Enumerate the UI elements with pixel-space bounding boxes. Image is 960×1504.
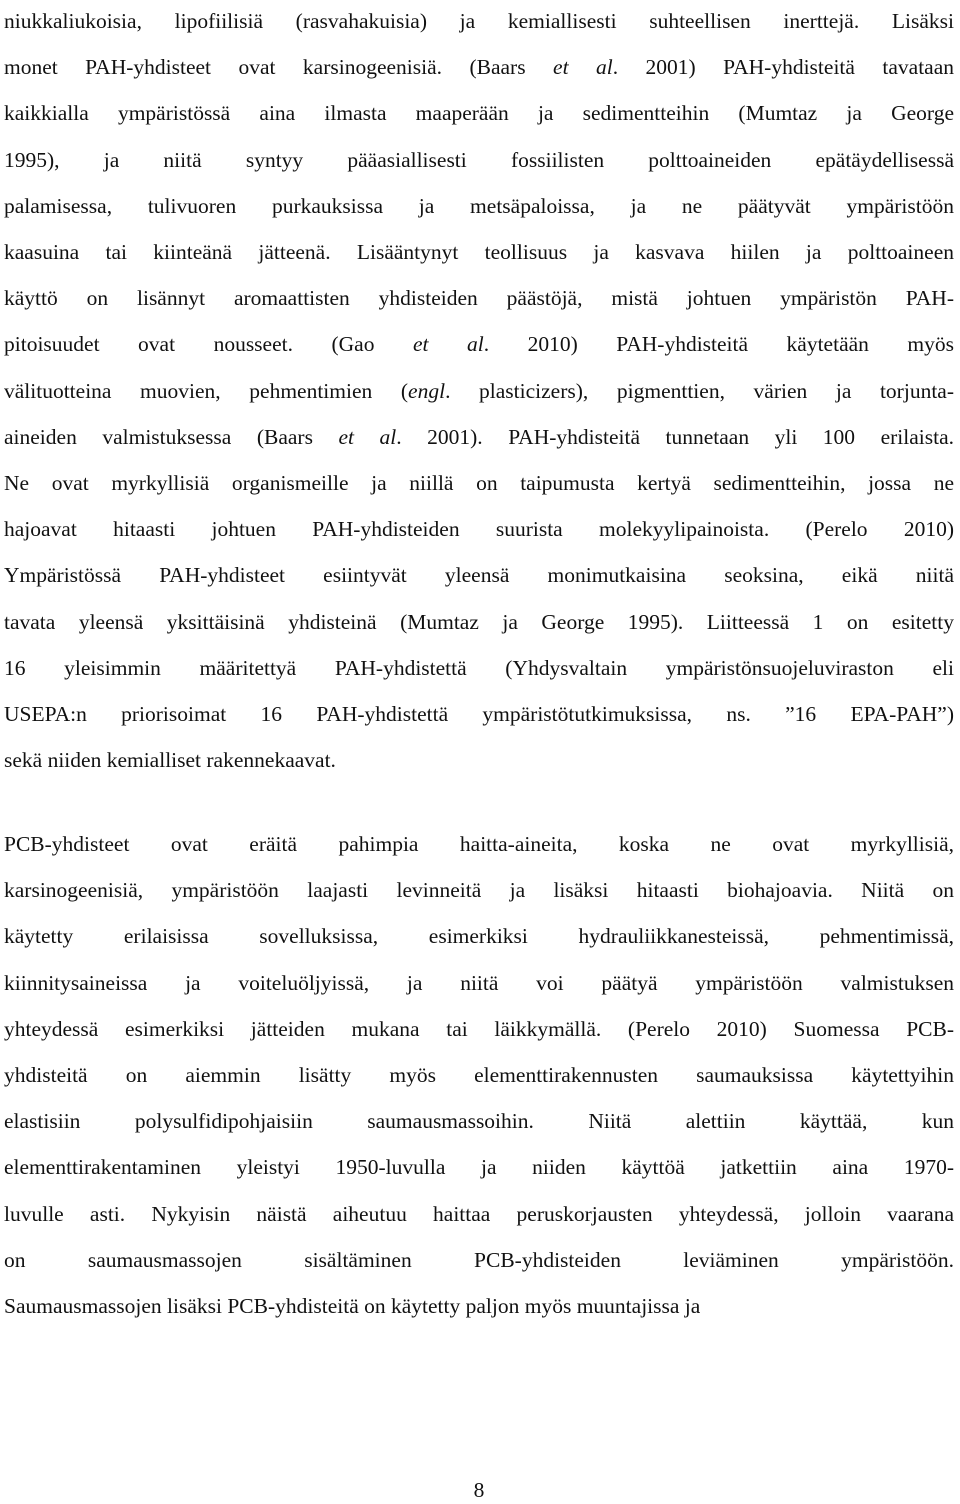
text-line (4, 52, 954, 82)
text-run: PCB-yhdisteet ovat eräitä pahimpia haitta-aineita, koska ne ovat myrkyllisiä, (4, 832, 954, 856)
text-line (4, 745, 954, 775)
text-line (4, 1014, 954, 1044)
text-run: elementtirakentaminen yleistyi 1950-luvulla ja niiden käyttöä jatkettiin aina 1970- (4, 1155, 954, 1180)
text-run: Ympäristössä PAH-yhdisteet esiintyvät yleensä monimutkaisina seoksina, eikä niitä (4, 563, 954, 588)
text-run: 16 yleisimmin määritettyä PAH-yhdistettä (Yhdysvaltain ympäristönsuojeluviraston eli (4, 655, 954, 680)
text-line (4, 560, 954, 590)
text-run: USEPA:n priorisoimat 16 PAH-yhdistettä ympäristötutkimuksissa, ns. ”16 EPA-PAH”) (4, 702, 954, 726)
text-line (4, 653, 954, 683)
text-run: välituotteina muovien, pehmentimien ( (4, 378, 409, 403)
text-line (4, 514, 954, 544)
text-run: Ne ovat myrkyllisiä organismeille ja niillä on taipumusta kertyä sedimentteihin, jossa ne (4, 471, 954, 495)
text-run: palamisessa, tulivuoren purkauksissa ja metsäpaloissa, ja ne päätyvät ympäristöön (4, 193, 954, 218)
document-page (4, 0, 954, 1502)
text-line (4, 422, 954, 452)
text-line (4, 329, 954, 359)
text-line (4, 191, 954, 221)
text-run: monet PAH-yhdisteet ovat karsinogeenisiä. (Baars (4, 55, 554, 80)
text-line (4, 699, 954, 729)
italic-text-run: et al (553, 55, 613, 80)
italic-text-run: et al (412, 332, 484, 357)
text-run: käytetty erilaisissa sovelluksissa, esimerkiksi hydrauliikkanesteissä, pehmentimissä, (4, 924, 954, 949)
text-line (4, 1245, 954, 1275)
text-line (4, 875, 954, 905)
text-run: on saumausmassojen sisältäminen PCB-yhdisteiden leviäminen ympäristöön. (4, 1247, 954, 1272)
text-run: karsinogeenisiä, ympäristöön laajasti levinneitä ja lisäksi hitaasti biohajoavia. Niitä on (4, 878, 954, 903)
italic-text-run: et al (338, 424, 397, 449)
text-line (4, 6, 954, 36)
text-run: . 2001). PAH-yhdisteitä tunnetaan yli 100 erilaista. (396, 424, 954, 449)
text-line (4, 283, 954, 313)
text-line (4, 1152, 954, 1182)
text-run: aineiden valmistuksessa (Baars (4, 424, 339, 449)
text-line (4, 1106, 954, 1136)
text-line (4, 1199, 954, 1229)
text-run: . 2010) PAH-yhdisteitä käytetään myös (483, 332, 954, 357)
text-run: yhteydessä esimerkiksi jätteiden mukana tai läikkymällä. (Perelo 2010) Suomessa PCB- (4, 1016, 954, 1041)
text-run: . plasticizers), pigmenttien, värien ja torjunta- (445, 378, 954, 403)
text-run: käyttö on lisännyt aromaattisten yhdisteiden päästöjä, mistä johtuen ympäristön PAH- (4, 286, 954, 311)
text-line (4, 1291, 954, 1321)
text-run: kaasuina tai kiinteänä jätteenä. Lisääntynyt teollisuus ja kasvava hiilen ja polttoaineen (4, 240, 954, 264)
text-run: 1995), ja niitä syntyy pääasiallisesti fossiilisten polttoaineiden epätäydellisessä (4, 147, 954, 172)
text-line (4, 145, 954, 175)
text-line (4, 98, 954, 128)
text-run: niukkaliukoisia, lipofiilisiä (rasvahakuisia) ja kemiallisesti suhteellisen inerttejä. Lisäksi (4, 9, 954, 33)
text-run: tavata yleensä yksittäisinä yhdisteinä (Mumtaz ja George 1995). Liitteessä 1 on esitetty (4, 609, 954, 634)
italic-text-run: engl (408, 378, 446, 403)
text-run: elastisiin polysulfidipohjaisiin saumausmassoihin. Niitä alettiin käyttää, kun (4, 1109, 954, 1134)
text-line (4, 829, 954, 859)
text-run: luvulle asti. Nykyisin näistä aiheutuu haittaa peruskorjausten yhteydessä, jolloin vaarana (4, 1201, 954, 1226)
text-line (4, 468, 954, 498)
text-run: kiinnitysaineissa ja voiteluöljyissä, ja niitä voi päätyä ympäristöön valmistuksen (4, 970, 954, 995)
text-run: hajoavat hitaasti johtuen PAH-yhdisteiden suurista molekyylipainoista. (Perelo 2010) (4, 517, 954, 542)
text-line (4, 1060, 954, 1090)
text-line (4, 968, 954, 998)
text-line (4, 607, 954, 637)
text-run: sekä niiden kemialliset rakennekaavat. (4, 748, 336, 773)
text-run: . 2001) PAH-yhdisteitä tavataan (612, 55, 954, 80)
text-run: kaikkialla ympäristössä aina ilmasta maaperään ja sedimentteihin (Mumtaz ja George (4, 101, 954, 126)
page-number: 8 (473, 1478, 485, 1502)
text-line (4, 376, 954, 406)
text-run: yhdisteitä on aiemmin lisätty myös elementtirakennusten saumauksissa käytettyihin (4, 1063, 954, 1087)
text-line (4, 237, 954, 267)
text-line (4, 921, 954, 951)
text-run: Saumausmassojen lisäksi PCB-yhdisteitä on käytetty paljon myös muuntajissa ja (4, 1294, 701, 1318)
text-run: pitoisuudet ovat nousseet. (Gao (4, 332, 413, 357)
